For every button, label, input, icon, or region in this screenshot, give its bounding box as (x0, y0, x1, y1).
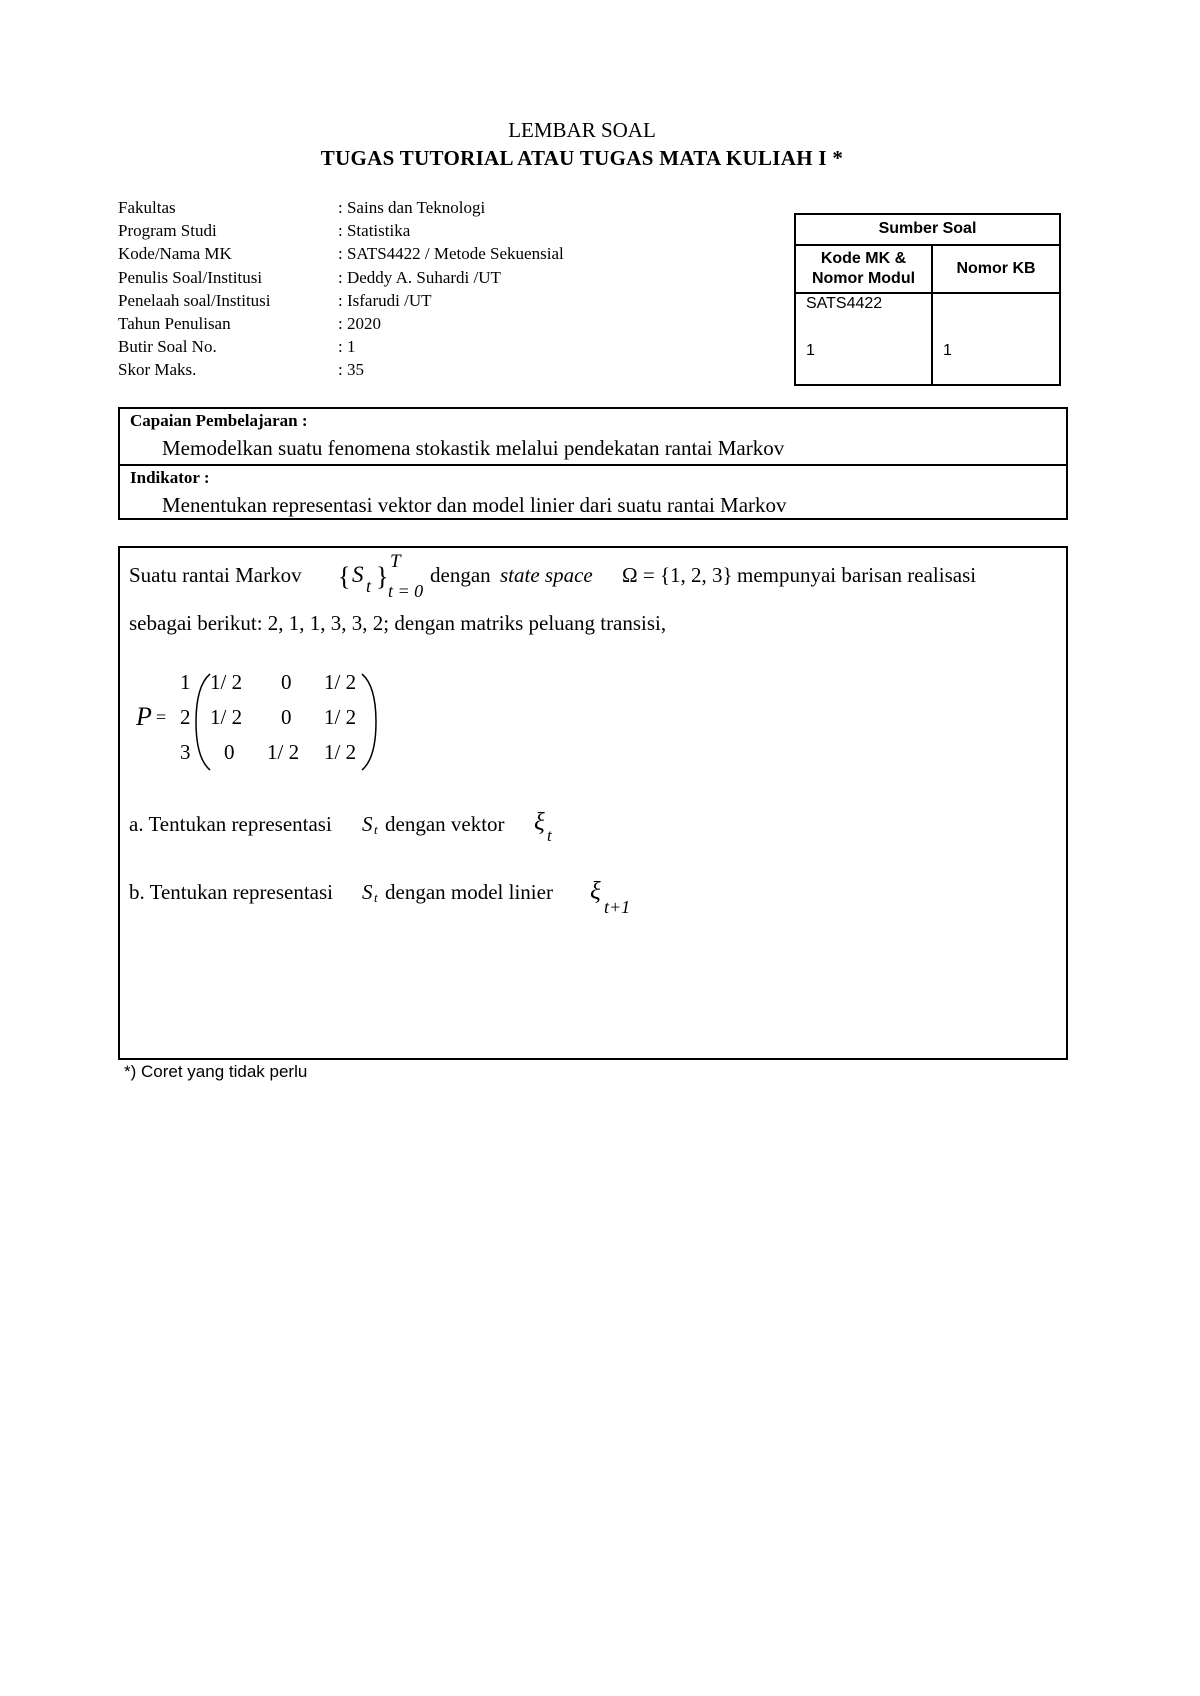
meta-row (118, 242, 564, 265)
matrix-cell: 1/ 2 (210, 705, 243, 729)
xi-subscript: t (547, 826, 552, 845)
meta-label: Butir Soal No. (118, 337, 217, 357)
kode-mk-cell (796, 294, 933, 386)
page-subtitle: TUGAS TUTORIAL ATAU TUGAS MATA KULIAH I * (320, 146, 844, 170)
page-title: LEMBAR SOAL (508, 118, 656, 142)
xi-subscript: t+1 (604, 897, 631, 917)
meta-value: : Sains dan Teknologi (338, 198, 486, 217)
matrix-equals: = (156, 707, 167, 727)
matrix-cell: 1/ 2 (210, 670, 243, 694)
meta-row (118, 312, 564, 335)
sumber-soal-table (794, 213, 1061, 386)
capaian-section (120, 409, 1066, 466)
meta-list (118, 196, 564, 382)
meta-label: Fakultas (118, 198, 176, 217)
open-brace: { (338, 562, 351, 591)
xi-symbol: ξ (590, 878, 601, 905)
sumber-soal-body-row (796, 294, 1059, 386)
nomor-modul-value: 1 (806, 342, 815, 359)
capaian-label: Capaian Pembelajaran : (130, 411, 308, 430)
meta-value: : SATS4422 / Metode Sekuensial (338, 244, 564, 264)
question-line1-b: dengan (430, 563, 491, 587)
meta-label: Skor Maks. (118, 360, 197, 380)
question-line2: sebagai berikut: 2, 1, 1, 3, 3, 2; dengan matriks peluang transisi, (129, 611, 667, 635)
meta-label: Kode/Nama MK (118, 244, 232, 264)
question-line1-a: Suatu rantai Markov (129, 563, 302, 587)
indikator-text: Menentukan representasi vektor dan model linier dari suatu rantai Markov (162, 493, 787, 517)
right-parenthesis-icon (356, 672, 380, 772)
part-a-S: S (362, 812, 373, 836)
meta-row (118, 289, 564, 312)
question-line1-d: mempunyai barisan realisasi (737, 563, 977, 587)
matrix-row-label: 3 (180, 740, 191, 764)
meta-value: : 1 (338, 337, 356, 357)
meta-value: : 2020 (338, 314, 381, 334)
question-state-space: state space (500, 563, 593, 587)
kode-mk-header-line1: Kode MK & (820, 250, 907, 267)
part-b-prefix: b. Tentukan representasi (129, 880, 333, 904)
meta-row (118, 196, 564, 219)
meta-label: Tahun Penulisan (118, 314, 231, 334)
markov-upper-index: T (390, 551, 401, 572)
sumber-soal-title: Sumber Soal (796, 215, 1059, 246)
meta-row (118, 358, 564, 381)
omega-set: Ω = {1, 2, 3} (622, 563, 733, 587)
matrix-cell: 1/ 2 (267, 740, 300, 764)
indikator-section (120, 466, 1066, 520)
close-brace: } (376, 562, 389, 591)
part-b-S-subscript: t (374, 890, 378, 905)
meta-label: Program Studi (118, 221, 217, 241)
matrix-row-label: 1 (180, 670, 191, 694)
matrix-cell: 1/ 2 (324, 705, 357, 729)
part-a-S-subscript: t (374, 822, 378, 837)
meta-row (118, 335, 564, 358)
markov-lower-index: t = 0 (388, 581, 424, 601)
capaian-text: Memodelkan suatu fenomena stokastik melalui pendekatan rantai Markov (162, 436, 785, 460)
learning-outcome-box (118, 407, 1068, 520)
sumber-soal-header-row (796, 246, 1059, 294)
xi-symbol: ξ (534, 809, 545, 836)
meta-value: : Statistika (338, 221, 411, 241)
matrix-symbol: P (136, 702, 152, 731)
kode-mk-value: SATS4422 (806, 295, 883, 312)
kode-mk-header-line2: Nomor Modul (811, 270, 916, 287)
question-box (118, 546, 1068, 1060)
meta-value: : 35 (338, 360, 364, 380)
matrix-cell: 0 (224, 740, 235, 764)
matrix-cell: 1/ 2 (324, 670, 357, 694)
matrix-cell: 0 (281, 705, 292, 729)
markov-S: S (352, 562, 364, 587)
nomor-kb-value: 1 (943, 342, 952, 359)
part-b-S: S (362, 880, 373, 904)
nomor-kb-header: Nomor KB (956, 260, 1036, 277)
matrix-row-label: 2 (180, 705, 191, 729)
part-a-prefix: a. Tentukan representasi (129, 812, 332, 836)
meta-label: Penelaah soal/Institusi (118, 290, 271, 310)
kode-mk-header (796, 246, 933, 292)
part-a-mid: dengan vektor (385, 812, 505, 836)
meta-label: Penulis Soal/Institusi (118, 267, 263, 287)
matrix-cell: 0 (281, 670, 292, 694)
matrix-cell: 1/ 2 (324, 740, 357, 764)
markov-S-subscript: t (366, 576, 372, 596)
meta-value: : Deddy A. Suhardi /UT (338, 267, 501, 287)
indikator-label: Indikator : (130, 468, 210, 487)
nomor-kb-cell (933, 294, 1059, 386)
part-b-mid: dengan model linier (385, 880, 553, 904)
meta-value: : Isfarudi /UT (338, 290, 432, 310)
meta-row (118, 219, 564, 242)
footnote: *) Coret yang tidak perlu (124, 1062, 308, 1081)
meta-row (118, 266, 564, 289)
